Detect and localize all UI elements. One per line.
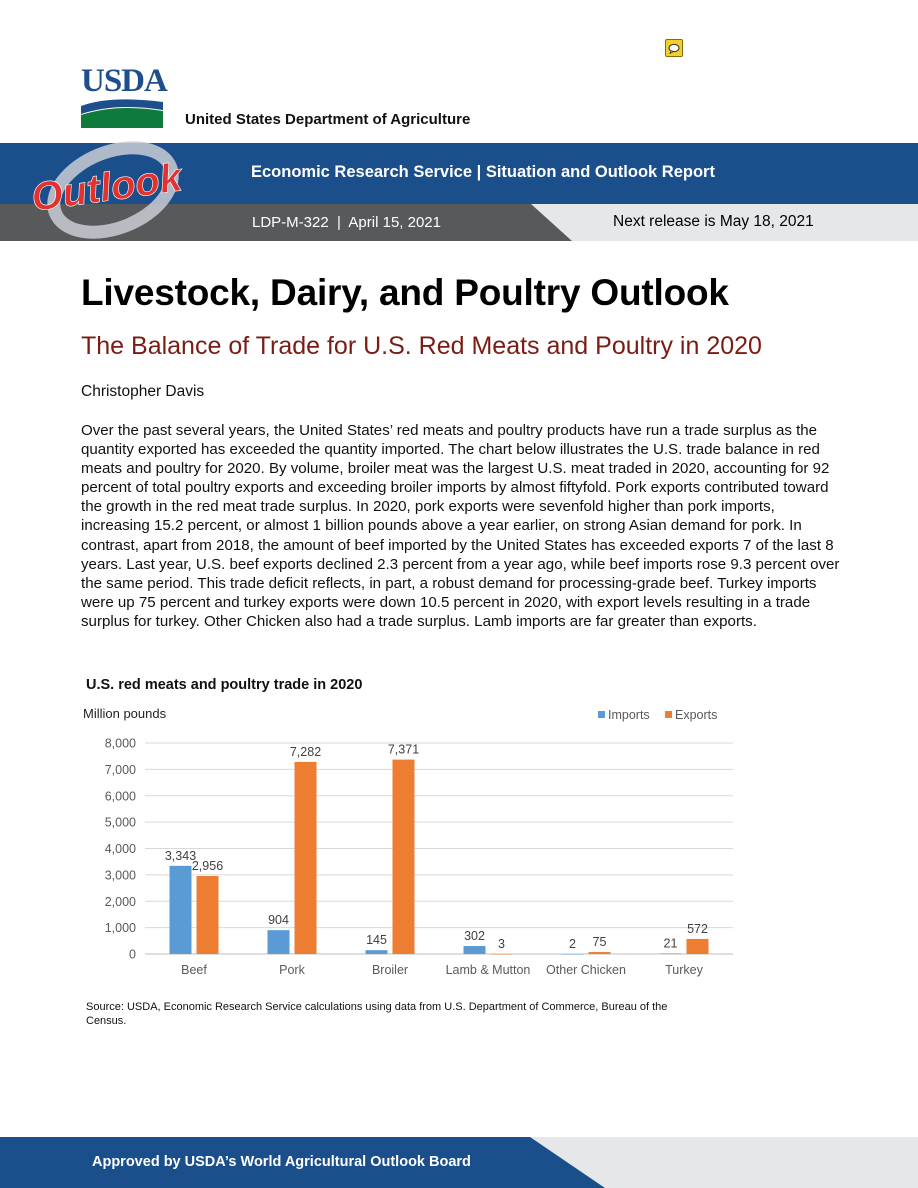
y-tick-label: 0	[129, 947, 136, 962]
bar-imports	[660, 953, 682, 954]
trade-bar-chart	[80, 700, 740, 985]
report-id: LDP-M-322 | April 15, 2021	[252, 214, 441, 231]
page-title: Livestock, Dairy, and Poultry Outlook	[81, 272, 729, 313]
bar-exports	[393, 760, 415, 954]
data-label: 2,956	[191, 859, 224, 874]
data-label: 7,282	[289, 744, 322, 759]
legend-swatch-imports	[598, 711, 605, 718]
chart-ylabel: Million pounds	[83, 706, 167, 721]
author: Christopher Davis	[81, 383, 205, 400]
data-label: 145	[366, 933, 387, 948]
footer-text: Approved by USDA’s World Agricultural Outlook Board	[92, 1154, 471, 1170]
outlook-logo-text: Outlook	[28, 155, 185, 221]
legend-label-imports: Imports	[608, 708, 650, 722]
next-release: Next release is May 18, 2021	[613, 213, 814, 230]
y-tick-label: 2,000	[104, 894, 136, 909]
legend-label-exports: Exports	[675, 708, 718, 722]
usda-logo-text: USDA	[81, 63, 167, 99]
y-tick-label: 7,000	[104, 762, 136, 777]
legend-swatch-exports	[665, 711, 672, 718]
x-tick-label: Lamb & Mutton	[445, 963, 531, 977]
chart-title: U.S. red meats and poultry trade in 2020	[86, 677, 363, 693]
bar-imports	[170, 866, 192, 954]
x-tick-label: Pork	[279, 963, 305, 977]
banner-title: Economic Research Service | Situation and Outlook Report	[251, 163, 715, 181]
data-label: 302	[464, 929, 485, 944]
bar-exports	[589, 952, 611, 954]
y-tick-label: 6,000	[104, 789, 136, 804]
x-tick-label: Beef	[181, 963, 207, 977]
comment-icon[interactable]	[665, 39, 683, 57]
chart-source: Source: USDA, Economic Research Service calculations using data from U.S. Department of Commerce, Bureau of the Census.	[86, 1001, 668, 1027]
x-tick-label: Other Chicken	[546, 963, 626, 977]
data-label: 21	[663, 936, 678, 951]
data-label: 3,343	[164, 848, 197, 863]
y-tick-label: 4,000	[104, 842, 136, 856]
department-name: United States Department of Agriculture	[185, 111, 471, 128]
usda-logo	[81, 63, 167, 126]
data-label: 572	[687, 921, 708, 936]
bar-exports	[295, 762, 317, 954]
page-subtitle: The Balance of Trade for U.S. Red Meats and Poultry in 2020	[81, 332, 762, 360]
bar-imports	[366, 950, 388, 954]
bar-exports	[687, 939, 709, 954]
bar-exports	[197, 876, 219, 954]
data-label: 75	[592, 935, 607, 950]
data-label: 904	[268, 913, 289, 928]
y-tick-label: 3,000	[104, 868, 136, 883]
bar-imports	[268, 930, 290, 954]
y-tick-label: 1,000	[104, 921, 136, 936]
x-tick-label: Turkey	[665, 963, 703, 977]
usda-logo-mark	[81, 98, 163, 128]
y-tick-label: 5,000	[104, 815, 136, 830]
outlook-logo	[18, 140, 188, 240]
bar-exports	[491, 954, 513, 955]
y-tick-label: 8,000	[104, 736, 136, 751]
data-label: 7,371	[387, 742, 420, 757]
bar-imports	[464, 946, 486, 954]
bar-imports	[562, 954, 584, 955]
x-tick-label: Broiler	[371, 963, 409, 977]
data-label: 2	[569, 936, 576, 951]
article-body: Over the past several years, the United States’ red meats and poultry products have run a trade surplus as the quantity exported has exceeded the quantity imported. The chart below illustrates the U.S. trade balance in red meats and poultry for 2020. By volume, broiler meat was the largest U.S. meat traded in 2020, accounting for 92 percent of total poultry exports and exceeding broiler imports by almost fiftyfold. Pork exports contributed toward the growth in the red meat trade surplus. In 2020, pork exports were sevenfold higher than pork imports, increasing 15.2 percent, or almost 1 billion pounds above a year earlier, on strong Asian demand for pork. In contrast, apart from 2018, the amount of beef imported by the United States has exceeded exports 7 of the last 8 years. Last year, U.S. beef exports declined 2.3 percent from a year ago, while beef imports rose 9.3 percent over the same period. This trade deficit reflects, in part, a robust demand for processing-grade beef. Turkey imports were up 75 percent and turkey exports were down 10.5 percent in 2020, with export levels resulting in a trade surplus for turkey. Other Chicken also had a trade surplus. Lamb imports are far greater than exports.	[81, 422, 840, 630]
data-label: 3	[498, 936, 505, 951]
